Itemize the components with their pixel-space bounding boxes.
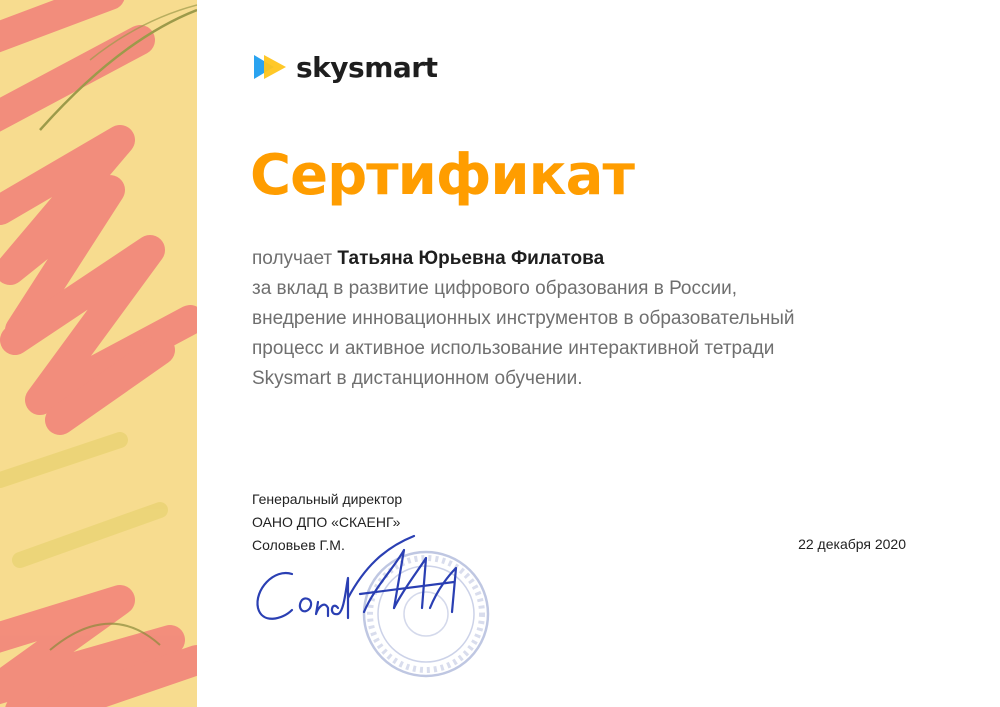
recipient-name: Татьяна Юрьевна Филатова: [337, 248, 605, 269]
description-line: за вклад в развитие цифрового образования в России,: [252, 278, 737, 299]
signer-organization: ОАНО ДПО «СКАЕНГ»: [252, 514, 401, 530]
skysmart-logo-icon: [252, 53, 288, 81]
signer-position: Генеральный директор: [252, 491, 403, 507]
brush-strokes-art: [0, 0, 197, 707]
certificate-date: 22 декабря 2020: [798, 536, 906, 552]
certificate-title: Сертификат: [250, 143, 634, 208]
brand-name: skysmart: [296, 50, 438, 84]
handwritten-signature: [244, 528, 494, 638]
receives-label: получает: [252, 248, 333, 269]
signer-name: Соловьев Г.М.: [252, 537, 345, 553]
decorative-side-panel: [0, 0, 197, 707]
description-line: внедрение инновационных инструментов в образовательный: [252, 308, 795, 329]
brand-logo: [252, 50, 437, 84]
description-line: процесс и активное использование интерактивной тетради: [252, 338, 775, 359]
description-line: Skysmart в дистанционном обучении.: [252, 368, 583, 389]
certificate-body: [252, 244, 912, 394]
recipient-line: [252, 244, 912, 274]
